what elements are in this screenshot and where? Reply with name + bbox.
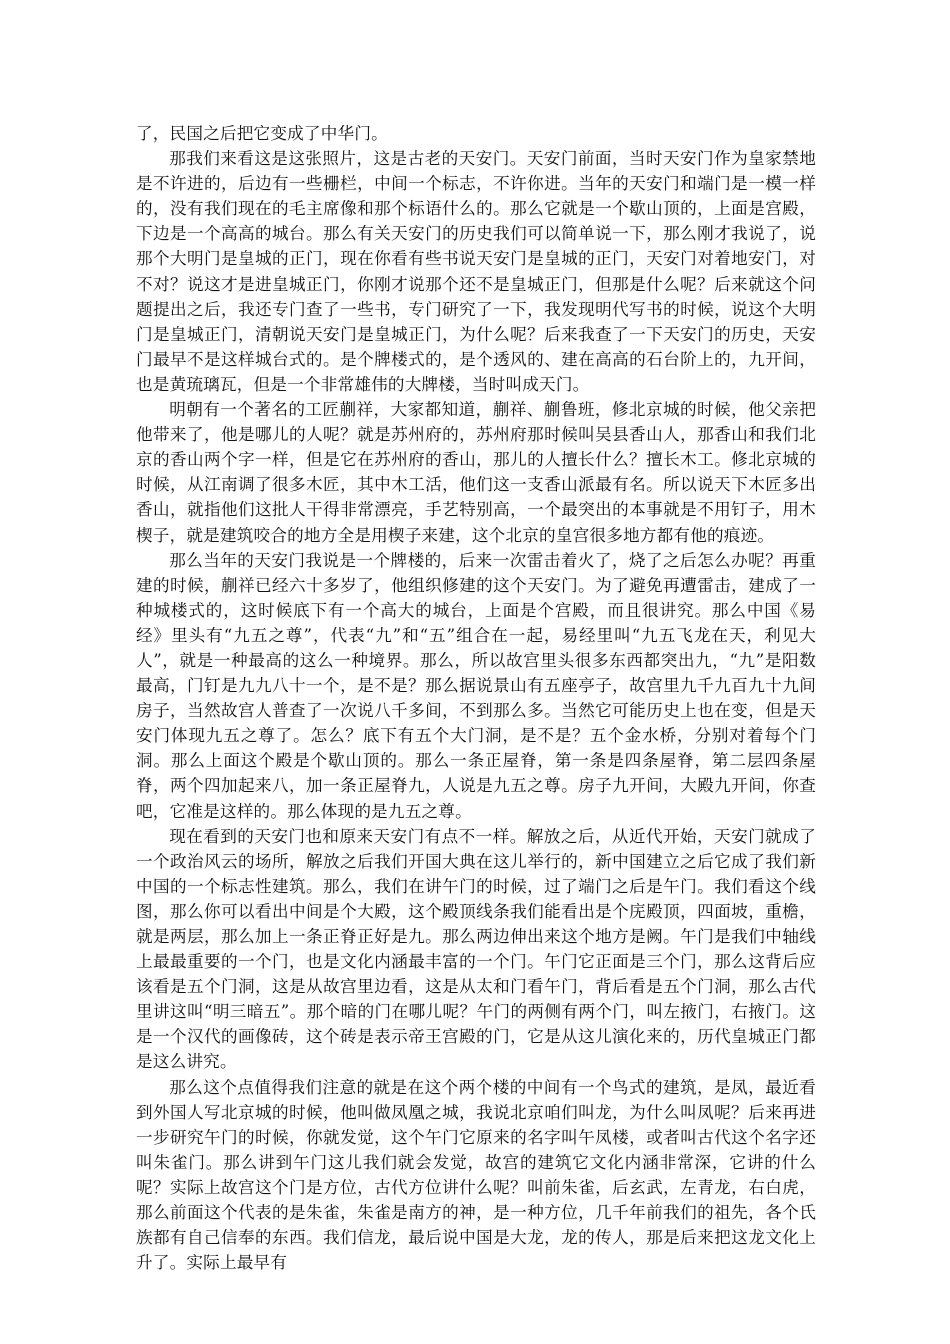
paragraph-3: 明朝有一个著名的工匠蒯祥，大家都知道，蒯祥、蒯鲁班，修北京城的时候，他父亲把他带来了，他是哪儿的人呢？就是苏州府的，苏州府那时候叫吴县香山人，那香山和我们北京的香山两个字一样，但是它在苏州府的香山，那儿的人擅长什么？擅长木工。修北京城的时候，从江南调了很多木匠，其中木工活，他们这一支香山派最有名。所以说天下木匠多出香山，就指他们这批人干得非常漂亮，手艺特别高，一个最突出的本事就是不用钉子，用木楔子，就是建筑咬合的地方全是用楔子来建，这个北京的皇宫很多地方都有他的痕迹。 xyxy=(136,400,816,545)
paragraph-1: 了，民国之后把它变成了中华门。 xyxy=(136,124,388,143)
body-text xyxy=(136,121,816,1275)
paragraph-6: 那么这个点值得我们注意的就是在这个两个楼的中间有一个鸟式的建筑，是凤，最近看到外国人写北京城的时候，他叫做凤凰之城，我说北京咱们叫龙，为什么叫凤呢？后来再进一步研究午门的时候，你就发觉，这个午门它原来的名字叫午凤楼，或者叫古代这个名字还叫朱雀门。那么讲到午门这儿我们就会发觉，故宫的建筑它文化内涵非常深，它讲的什么呢？实际上故宫这个门是方位，古代方位讲什么呢？叫前朱雀，后玄武，左青龙，右白虎，那么前面这个代表的是朱雀，朱雀是南方的神，是一种方位，几千年前我们的祖先，各个氏族都有自己信奉的东西。我们信龙，最后说中国是大龙，龙的传人，那是后来把这龙文化上升了。实际上最早有 xyxy=(136,1077,816,1273)
paragraph-2: 那我们来看这是这张照片，这是古老的天安门。天安门前面，当时天安门作为皇家禁地是不许进的，后边有一些栅栏，中间一个标志，不许你进。当年的天安门和端门是一模一样的，没有我们现在的毛主席像和那个标语什么的。那么它就是一个歇山顶的，上面是宫殿，下边是一个高高的城台。那么有关天安门的历史我们可以简单说一下，那么刚才我说了，说那个大明门是皇城的正门，现在你看有些书说天安门是皇城的正门，天安门对着地安门，对不对？说这才是进皇城正门，你刚才说那个还不是皇城正门，但那是什么呢？后来就这个问题提出之后，我还专门查了一些书，专门研究了一下，我发现明代写书的时候，说这个大明门是皇城正门，清朝说天安门是皇城正门，为什么呢？后来我查了一下天安门的历史，天安门最早不是这样城台式的。是个牌楼式的，是个透风的、建在高高的石台阶上的，九开间，也是黄琉璃瓦，但是一个非常雄伟的大牌楼，当时叫成天门。 xyxy=(136,149,816,394)
paragraph-4: 那么当年的天安门我说是一个牌楼的，后来一次雷击着火了，烧了之后怎么办呢？再重建的时候，蒯祥已经六十多岁了，他组织修建的这个天安门。为了避免再遭雷击，建成了一种城楼式的，这时候底下有一个高大的城台，上面是个宫殿，而且很讲究。那么中国《易经》里头有“九五之尊”，代表“九”和“五”组合在一起，易经里叫“九五飞龙在天，利见大人”，就是一种最高的这么一种境界。那么，所以故宫里头很多东西都突出九，“九”是阳数最高，门钉是九九八十一个，是不是？那么据说景山有五座亭子，故宫里九千九百九十九间房子，当然故宫人普查了一次说八千多间，不到那么多。当然它可能历史上也在变，但是天安门体现九五之尊了。怎么？底下有五个大门洞，是不是？五个金水桥，分别对着每个门洞。那么上面这个殿是个歇山顶的。那么一条正屋脊，第一条是四条屋脊，第二层四条屋脊，两个四加起来八，加一条正屋脊九，人说是九五之尊。房子九开间，大殿九开间，你查吧，它准是这样的。那么体现的是九五之尊。 xyxy=(136,550,816,821)
paragraph-5: 现在看到的天安门也和原来天安门有点不一样。解放之后，从近代开始，天安门就成了一个政治风云的场所，解放之后我们开国大典在这儿举行的，新中国建立之后它成了我们新中国的一个标志性建筑。那么，我们在讲午门的时候，过了端门之后是午门。我们看这个线图，那么你可以看出中间是个大殿，这个殿顶线条我们能看出是个庑殿顶，四面坡，重檐，就是两层，那么加上一条正脊正好是九。那么两边伸出来这个地方是阙。午门是我们中轴线上最最重要的一个门，也是文化内涵最丰富的一个门。午门它正面是三个门，那么这背后应该看是五个门洞，这是从故宫里边看，这是从太和门看午门，背后看是五个门洞，那么古代里讲这叫“明三暗五”。那个暗的门在哪儿呢？午门的两侧有两个门，叫左掖门，右掖门。这是一个汉代的画像砖，这个砖是表示帝王宫殿的门，它是从这儿演化来的，历代皇城正门都是这么讲究。 xyxy=(136,826,816,1072)
